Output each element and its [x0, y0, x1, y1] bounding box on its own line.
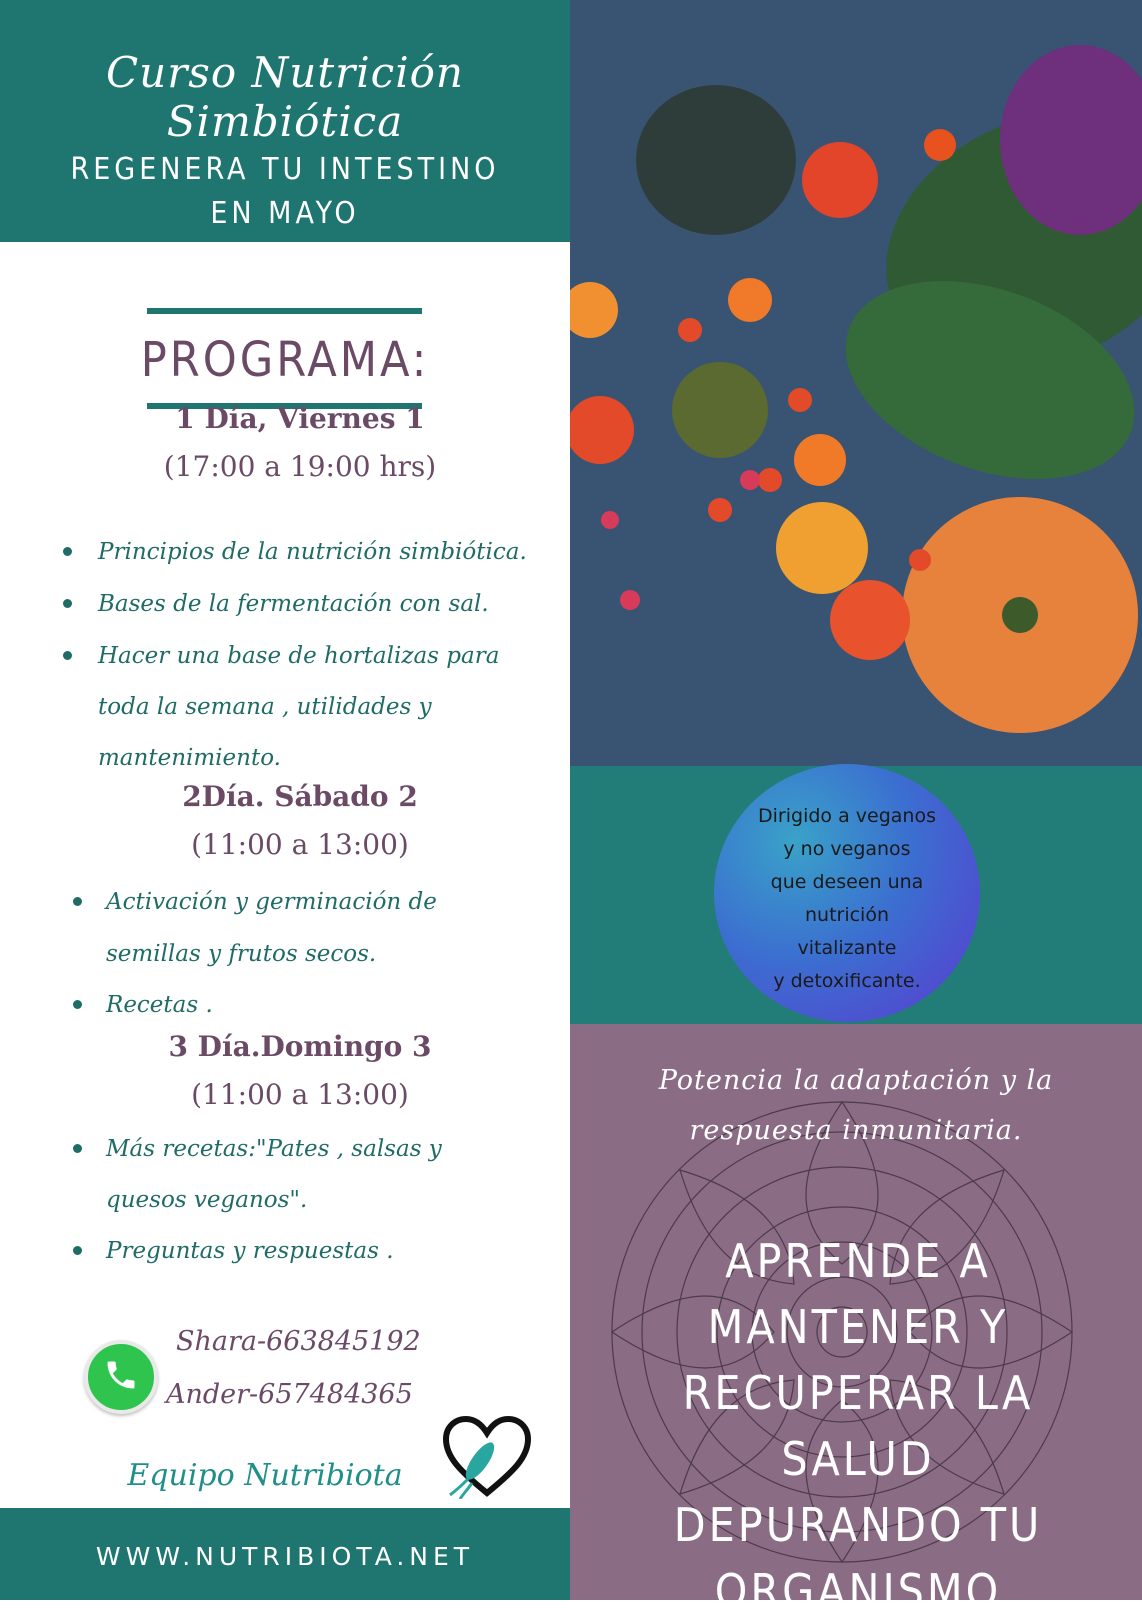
slogan-line: RECUPERAR LA SALUD — [682, 1366, 1034, 1486]
slogan-line: DEPURANDO TU — [673, 1498, 1043, 1552]
bullet-dot — [63, 651, 72, 660]
list-item: Hacer una base de hortalizas para — [98, 643, 500, 669]
course-subtitle: REGENERA TU INTESTINO EN MAYO — [70, 152, 500, 231]
audience-text — [722, 800, 972, 998]
website-link[interactable]: WWW.NUTRIBIOTA.NET — [95, 1542, 475, 1571]
audience-line: Dirigido a veganos — [758, 805, 936, 827]
vegetables-photo — [570, 0, 1142, 766]
whatsapp-icon[interactable] — [84, 1340, 158, 1414]
course-title: Curso Nutrición Simbiótica — [106, 48, 464, 146]
day-1-title: 1 Día, Viernes 1 — [175, 402, 425, 435]
bullet-dot — [73, 1000, 82, 1009]
list-item: Bases de la fermentación con sal. — [98, 591, 489, 617]
contact-shara: Shara-663845192 — [176, 1326, 421, 1357]
tagline-line: Potencia la adaptación y la — [658, 1065, 1054, 1096]
main-slogan — [598, 1228, 1118, 1624]
list-item: Activación y germinación de — [106, 889, 437, 915]
audience-line: y detoxificante. — [773, 970, 921, 992]
bullet-dot — [73, 897, 82, 906]
phone-icon — [103, 1357, 139, 1393]
heading-rule-top — [147, 308, 422, 314]
list-item: toda la semana , utilidades y — [98, 694, 432, 720]
bullet-dot — [73, 1246, 82, 1255]
program-heading: PROGRAMA: — [140, 332, 430, 388]
audience-line: y no veganos — [783, 838, 911, 860]
audience-line: vitalizante — [797, 937, 897, 959]
list-item: Preguntas y respuestas . — [106, 1238, 394, 1264]
day-1-time: (17:00 a 19:00 hrs) — [163, 450, 437, 483]
immune-tagline — [620, 1056, 1092, 1156]
list-item: quesos veganos". — [106, 1187, 308, 1213]
team-signature: Equipo Nutribiota — [127, 1458, 403, 1493]
list-item: Principios de la nutrición simbiótica. — [98, 539, 527, 565]
day-3-time: (11:00 a 13:00) — [191, 1078, 409, 1111]
slogan-line: APRENDE A MANTENER Y — [707, 1234, 1009, 1354]
slogan-line: ORGANISMO — [714, 1564, 1002, 1618]
day-2-title: 2Día. Sábado 2 — [182, 780, 418, 813]
bullet-dot — [63, 599, 72, 608]
list-item: Recetas . — [106, 992, 213, 1018]
list-item: semillas y frutos secos. — [106, 941, 377, 967]
list-item: Más recetas:"Pates , salsas y — [106, 1136, 442, 1162]
day-2-time: (11:00 a 13:00) — [191, 828, 409, 861]
audience-line: que deseen una — [770, 871, 924, 893]
list-item: mantenimiento. — [98, 745, 281, 771]
tagline-line: respuesta inmunitaria. — [689, 1115, 1023, 1146]
heart-bacteria-logo — [440, 1413, 534, 1499]
audience-line: nutrición — [804, 904, 889, 926]
bullet-dot — [73, 1144, 82, 1153]
bullet-dot — [63, 547, 72, 556]
day-3-title: 3 Día.Domingo 3 — [168, 1030, 432, 1063]
contact-ander: Ander-657484365 — [166, 1379, 413, 1410]
